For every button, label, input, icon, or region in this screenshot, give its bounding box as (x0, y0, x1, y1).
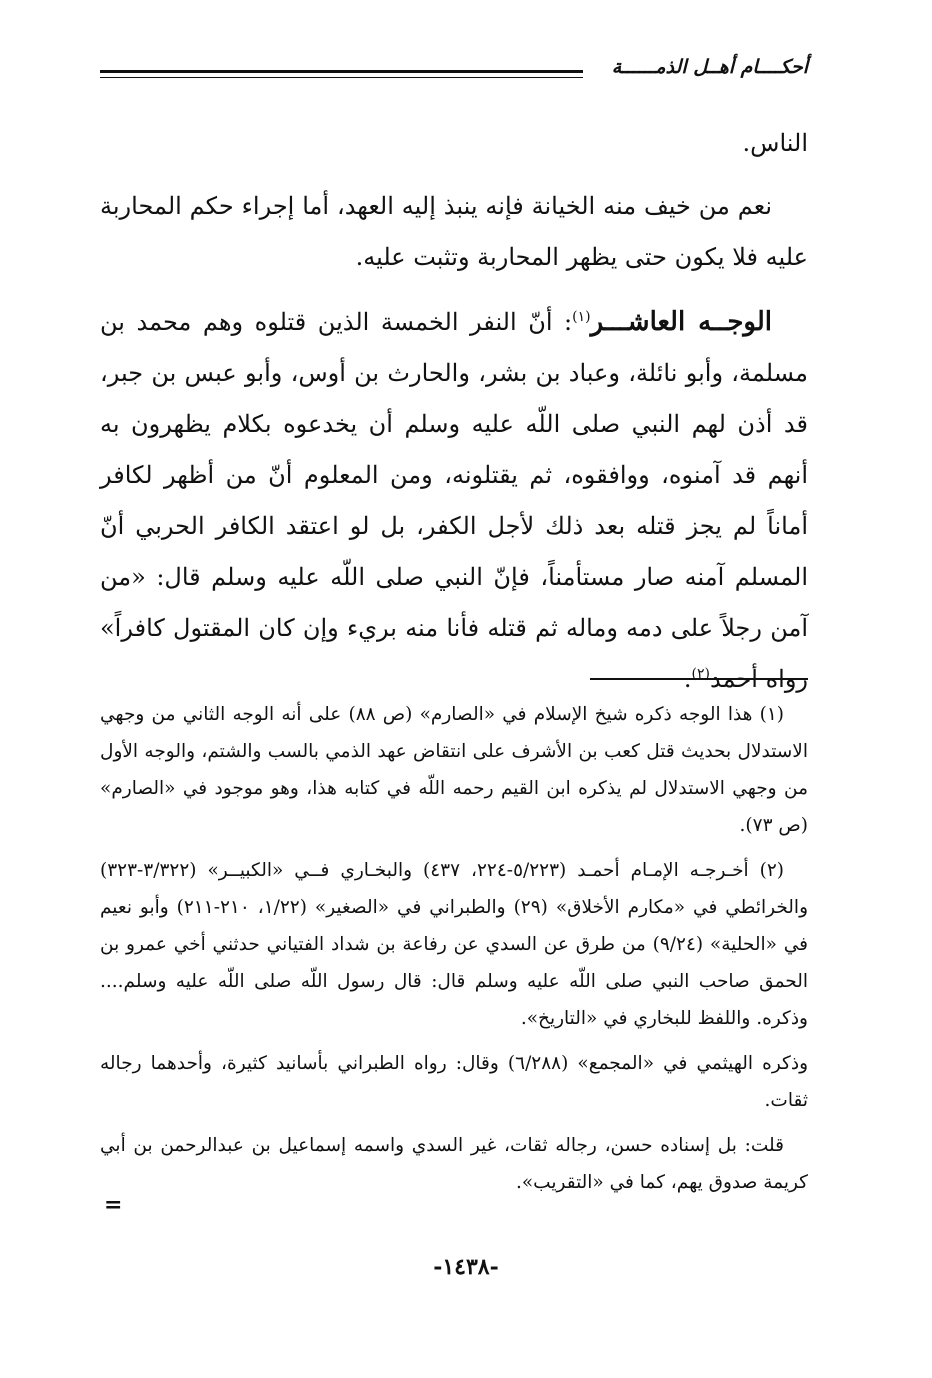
footnotes (100, 696, 808, 1209)
paragraph-3-text: : أنّ النفر الخمسة الذين قتلوه وهم محمد بن مسلمة، وأبو نائلة، وعباد بن بشر، والحارث بن أوس، وأبو عبس بن جبر، قد أذن لهم النبي صلى اللّه عليه وسلم أن يخدعوه بكلام يظهرون به أنهم قد آمنوه، ووافقوه، ثم يقتلونه، ومن المعلوم أنّ من أظهر لكافر أماناً لم يجز قتله بعد ذلك لأجل الكفر، بل لو اعتقد الكافر الحربي أنّ المسلم آمنه صار مستأمناً، فإنّ النبي صلى اللّه عليه وسلم قال: «من آمن رجلاً على دمه وماله ثم قتله فأنا منه بريء وإن كان المقتول كافراً» رواه أحمد (100, 308, 808, 693)
footnote-2-note: قلت: بل إسناده حسن، رجاله ثقات، غير السدي واسمه إسماعيل بن عبدالرحمن بن أبي كريمة صدوق يهم، كما في «التقريب». (100, 1135, 808, 1193)
page-header (100, 52, 808, 92)
paragraph-1: الناس. (742, 129, 808, 157)
footnote-ref-1[interactable]: (١) (572, 309, 591, 325)
continuation-mark: = (104, 1192, 123, 1218)
footnote-separator (590, 678, 808, 680)
footnote-ref-2[interactable]: (٢) (691, 666, 710, 682)
header-rule (100, 70, 583, 78)
footnote-2-continued: وذكره الهيثمي في «المجمع» (٦/٢٨٨) وقال: رواه الطبراني بأسانيد كثيرة، وأحدهما رجاله ثقات. (100, 1053, 809, 1111)
paragraph-2: نعم من خيف منه الخيانة فإنه ينبذ إليه العهد، أما إجراء حكم المحاربة عليه فلا يكون حتى يظهر المحاربة وتثبت عليه. (100, 192, 808, 271)
page-number: -١٤٣٨- (433, 1254, 499, 1280)
paragraph-3 (100, 297, 808, 705)
footnote-1: (١) هذا الوجه ذكره شيخ الإسلام في «الصارم» (ص ٨٨) على أنه الوجه الثاني من وجهي الاستدلال بحديث قتل كعب بن الأشرف على انتقاض عهد الذمي بالسب والشتم، والوجه الأول من وجهي الاستدلال لم يذكره ابن القيم رحمه اللّه في كتابه هذا، وهو موجود في «الصارم» (ص ٧٣). (100, 704, 808, 836)
section-heading: الوجــه العاشـــر (590, 307, 772, 337)
footnote-2: (٢) أخـرجـه الإمـام أحمـد (٥/٢٢٣-٢٢٤، ٤٣٧) والبخـاري فــي «الكبيــر» (٣/٣٢٢-٣٢٣) والخرائطي في «مكارم الأخلاق» (٢٩) والطبراني في «الصغير» (١/٢٢، ٢١٠-٢١١) وأبو نعيم في «الحلية» (٩/٢٤) من طرق عن السدي عن رفاعة بن شداد الفتياني حدثني أخي عمرو بن الحمق صاحب النبي صلى اللّه عليه وسلم قال: قال رسول اللّه صلى اللّه عليه وسلم.... وذكره. واللفظ للبخاري في «التاريخ». (100, 860, 808, 1029)
paragraph-3-end: . (683, 665, 692, 693)
main-text (100, 118, 808, 705)
running-title: أحكــــام أهــل الذمــــــة (611, 56, 808, 78)
